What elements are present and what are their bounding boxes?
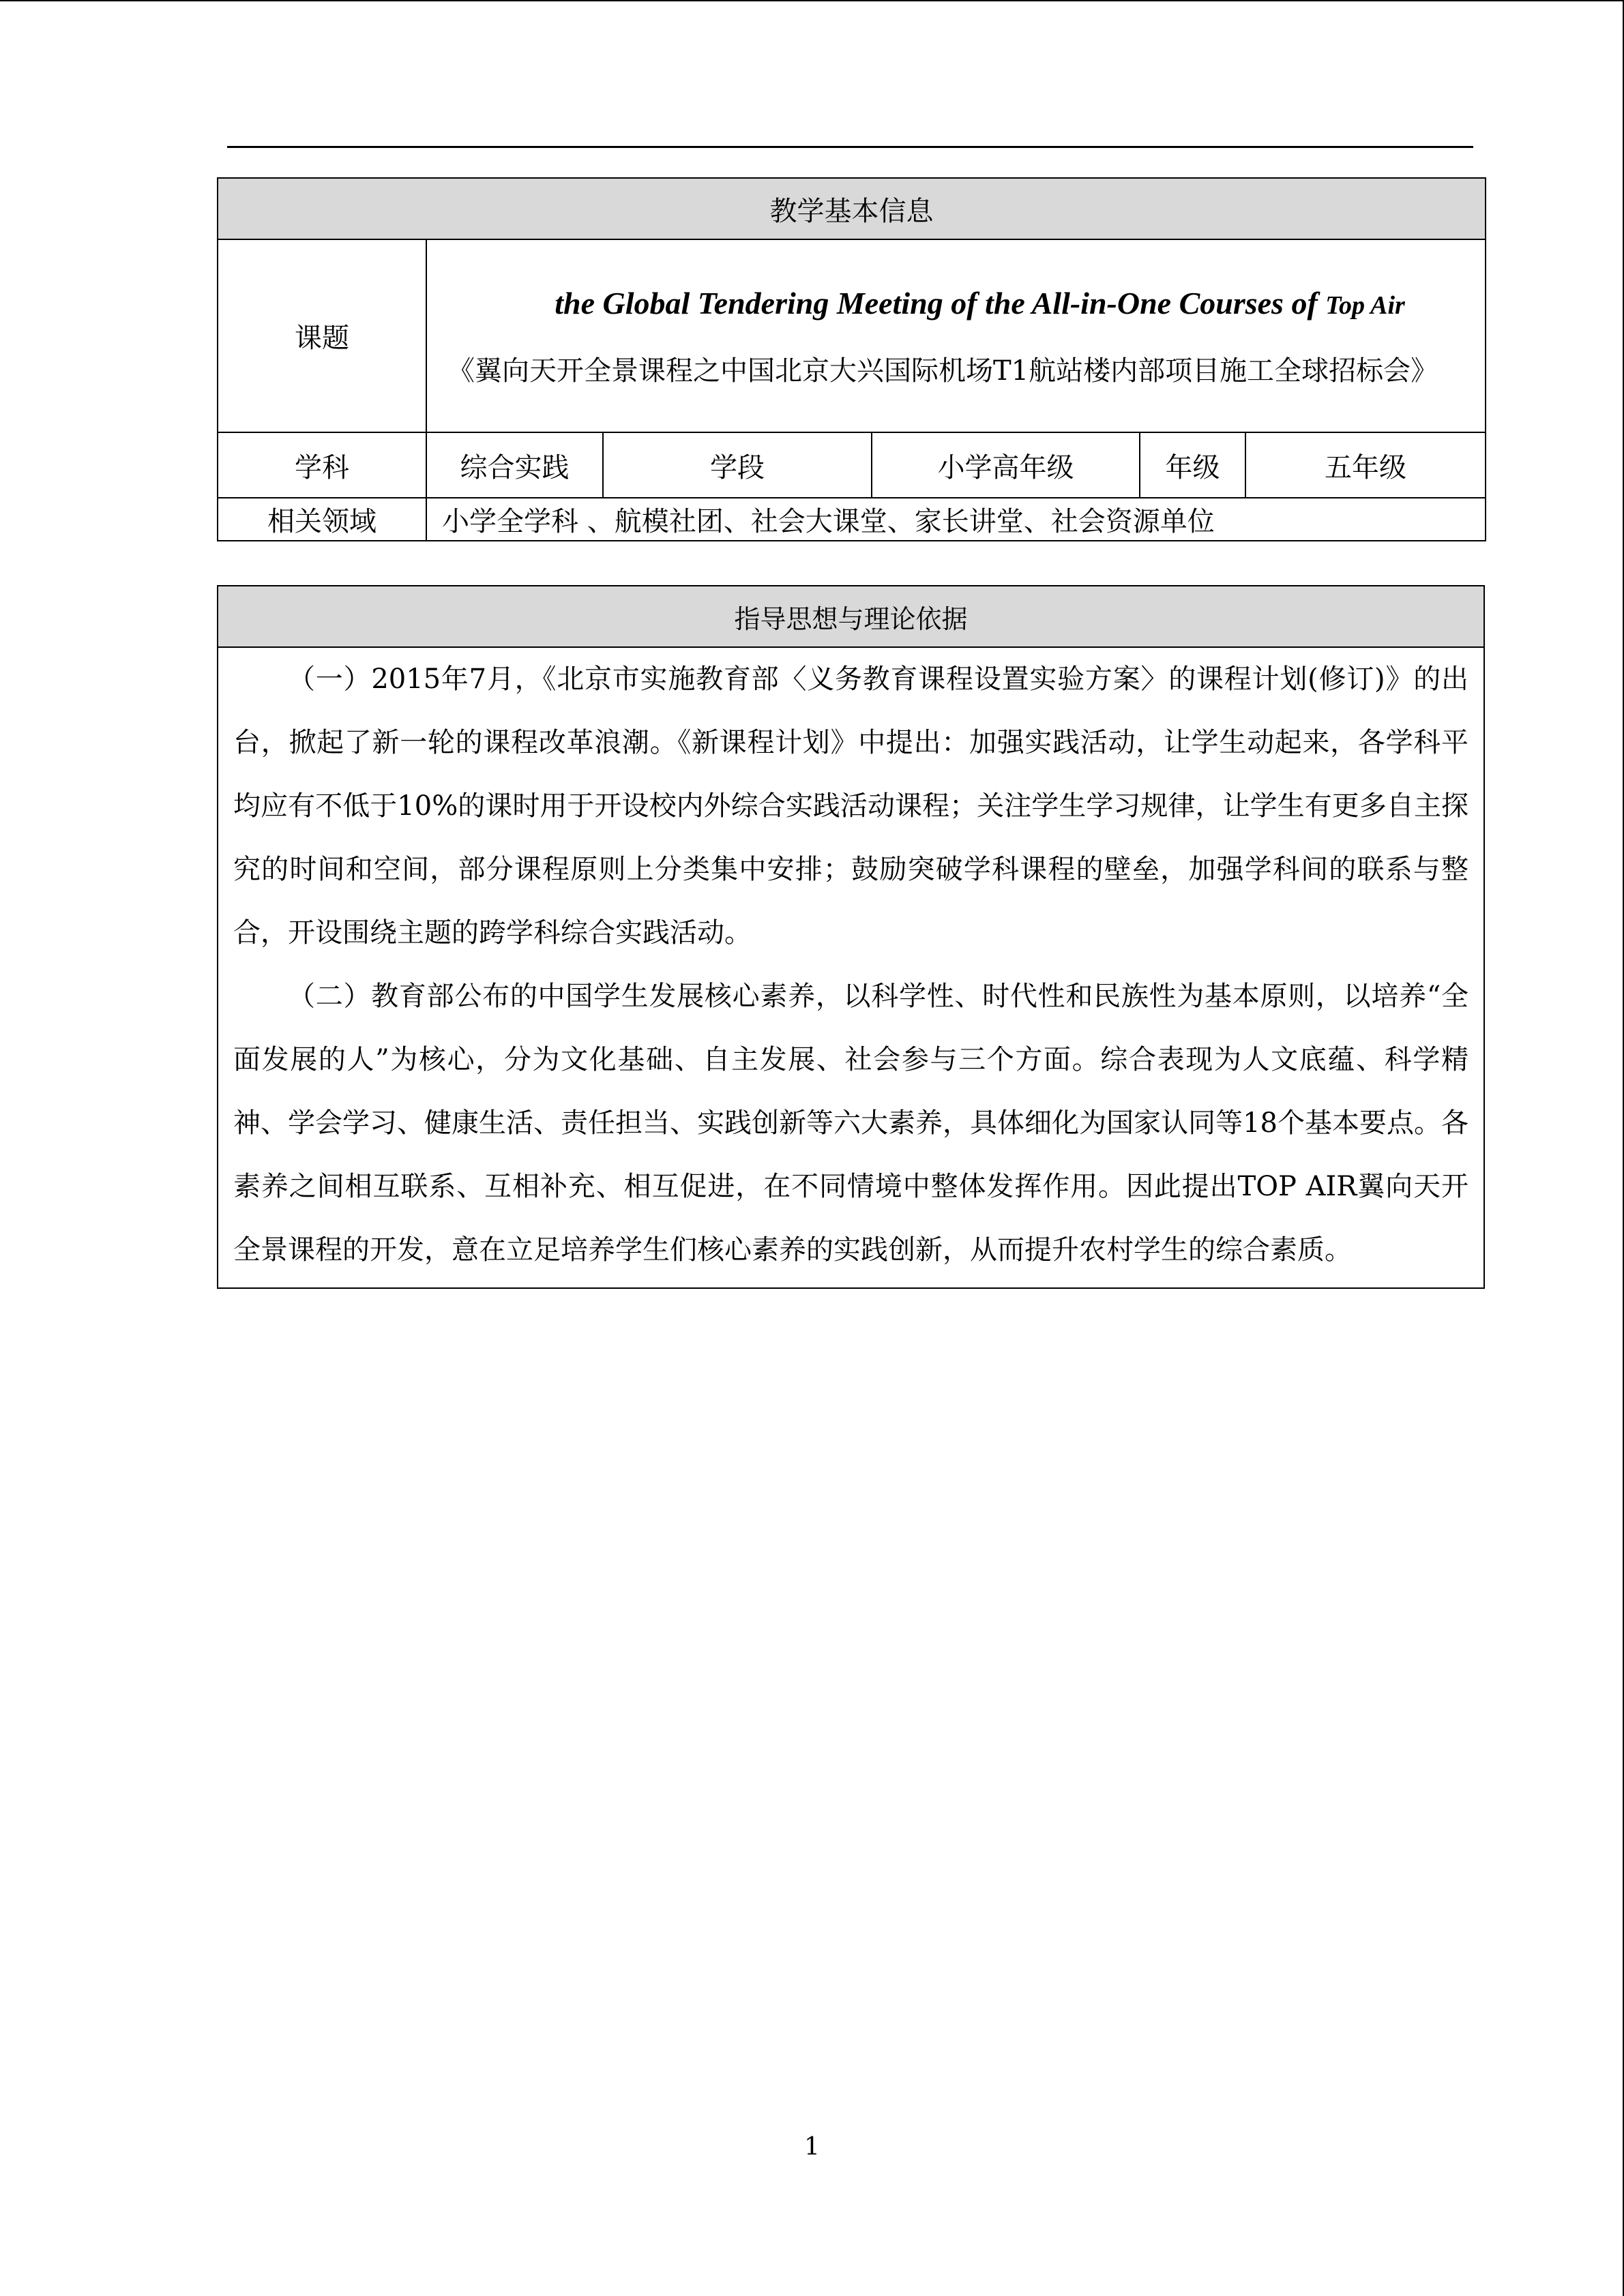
topic-english-title xyxy=(447,269,1485,340)
grade-label: 年级 xyxy=(1140,432,1245,498)
domain-value: 小学全学科 、航模社团、社会大课堂、家长讲堂、社会资源单位 xyxy=(426,498,1486,541)
grade-value: 五年级 xyxy=(1245,432,1486,498)
topic-english-tail: Top Air xyxy=(1325,291,1405,320)
guidance-paragraph-2: （二）教育部公布的中国学生发展核心素养，以科学性、时代性和民族性为基本原则，以培养“全面发展的人”为核心，分为文化基础、自主发展、社会参与三个方面。综合表现为人文底蕴、科学精神、学会学习、健康生活、责任担当、实践创新等六大素养，具体细化为国家认同等18个基本要点。各素养之间相互联系、互相补充、相互促进，在不同情境中整体发挥作用。因此提出TOP AIR翼向天开全景课程的开发，意在立足培养学生们核心素养的实践创新，从而提升农村学生的综合素质。 xyxy=(233,981,1468,1266)
basic-info-header: 教学基本信息 xyxy=(218,178,1486,239)
guidance-header: 指导思想与理论依据 xyxy=(218,586,1484,647)
guidance-body xyxy=(218,647,1484,1288)
topic-label: 课题 xyxy=(218,239,426,432)
subject-label: 学科 xyxy=(218,432,426,498)
domain-label: 相关领域 xyxy=(218,498,426,541)
guidance-table xyxy=(217,585,1485,1289)
basic-info-table xyxy=(217,177,1486,541)
topic-cell xyxy=(426,239,1486,432)
subject-value: 综合实践 xyxy=(426,432,603,498)
stage-label: 学段 xyxy=(603,432,872,498)
header-rule xyxy=(227,146,1473,148)
stage-value: 小学高年级 xyxy=(872,432,1140,498)
guidance-paragraph-1: （一）2015年7月，《北京市实施教育部〈义务教育课程设置实验方案〉的课程计划(修订)》的出台，掀起了新一轮的课程改革浪潮。《新课程计划》中提出：加强实践活动，让学生动起来，各学科平均应有不低于10%的课时用于开设校内外综合实践活动课程；关注学生学习规律，让学生有更多自主探究的时间和空间，部分课程原则上分类集中安排；鼓励突破学科课程的壁垒，加强学科间的联系与整合，开设围绕主题的跨学科综合实践活动。 xyxy=(233,664,1468,949)
page-number: 1 xyxy=(804,2133,820,2161)
topic-english-main: the Global Tendering Meeting of the All-in-One Courses of xyxy=(555,286,1318,320)
topic-chinese-title: 《翼向天开全景课程之中国北京大兴国际机场T1航站楼内部项目施工全球招标会》 xyxy=(447,355,1438,387)
